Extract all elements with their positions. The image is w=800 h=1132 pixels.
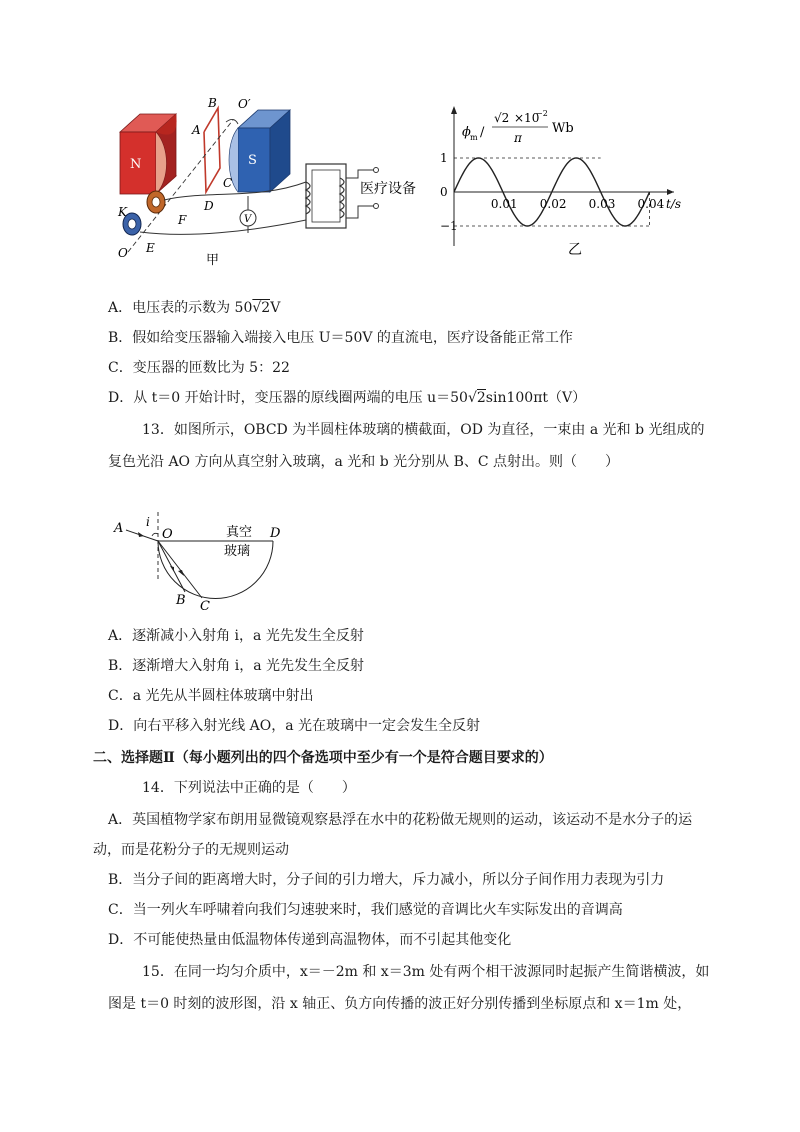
- svg-text:B: B: [176, 593, 186, 608]
- semicircle: [158, 541, 273, 598]
- y-label-phi: ϕ: [462, 125, 471, 140]
- y-label-sub: m: [470, 133, 478, 142]
- q15-stem-line2: 图是 t＝0 时刻的波形图，沿 x 轴正、负方向传播的波正好分别传播到坐标原点和 x＝1m 处，: [108, 996, 692, 1012]
- y-tick-label: 1: [440, 151, 448, 165]
- svg-text:K: K: [118, 205, 127, 219]
- generator-figure: [108, 92, 433, 272]
- y-axis-arrow: [451, 106, 457, 114]
- svg-text:B: B: [208, 96, 217, 110]
- q12-option-b: B．假如给变压器输入端接入电压 U＝50V 的直流电，医疗设备能正常工作: [108, 330, 573, 346]
- q15-stem-line1: 15．在同一均匀介质中，x＝－2m 和 x＝3m 处有两个相干波源同时起振产生简谐横波，如: [142, 964, 710, 980]
- q13-option-c: C．a 光先从半圆柱体玻璃中射出: [108, 688, 314, 704]
- q13-stem-line2: 复色光沿 AO 方向从真空射入玻璃，a 光和 b 光分别从 B、C 点射出。则（ ）: [108, 454, 620, 470]
- q13-option-d: D．向右平移入射光线 AO，a 光在玻璃中一定会发生全反射: [108, 718, 481, 734]
- section-2-heading: 二、选择题Ⅱ（每小题列出的四个备选项中至少有一个是符合题目要求的）: [93, 750, 553, 766]
- y-label-slash: /: [480, 125, 485, 140]
- label-n: N: [130, 157, 142, 172]
- q14-stem: 14．下列说法中正确的是（ ）: [142, 780, 356, 796]
- svg-text:O: O: [118, 246, 128, 260]
- svg-text:O: O: [162, 527, 173, 542]
- x-tick-label: 0.03: [588, 197, 616, 211]
- x-axis-arrow: [667, 189, 674, 195]
- q13-option-a: A．逐渐减小入射角 i，a 光先发生全反射: [108, 628, 364, 644]
- caption-jia: 甲: [206, 253, 220, 268]
- flux-chart: [438, 96, 688, 260]
- svg-text:玻璃: 玻璃: [224, 544, 251, 559]
- svg-text:A: A: [114, 521, 124, 536]
- q12-option-a: A．电压表的示数为 50√2V: [108, 300, 281, 316]
- svg-text:i: i: [146, 515, 150, 529]
- y-tick-label: 0: [440, 185, 448, 199]
- label-s: S: [248, 153, 257, 168]
- label-device: 医疗设备: [360, 181, 416, 197]
- y-label-pi: π: [514, 131, 522, 145]
- y-label-times: ×10: [514, 111, 540, 125]
- q14-option-d: D．不可能使热量由低温物体传递到高温物体，而不引起其他变化: [108, 932, 512, 948]
- y-label-exp: −2: [536, 109, 548, 118]
- q14-option-a-line2: 动，而是花粉分子的无规则运动: [93, 842, 289, 858]
- svg-text:A: A: [192, 123, 201, 137]
- ray-oc: [158, 541, 202, 598]
- semicircle-figure: [108, 508, 298, 618]
- x-tick-label: 0.02: [539, 197, 567, 211]
- q14-option-b: B．当分子间的距离增大时，分子间的引力增大，斥力减小，所以分子间作用力表现为引力: [108, 872, 665, 888]
- svg-text:真空: 真空: [226, 525, 253, 540]
- q12-option-c: C．变压器的匝数比为 5：22: [108, 360, 290, 376]
- y-label-unit: Wb: [552, 121, 574, 136]
- q13-stem-line1: 13．如图所示，OBCD 为半圆柱体玻璃的横截面，OD 为直径，一束由 a 光和 b 光组成的: [142, 422, 705, 438]
- caption-yi: 乙: [568, 242, 582, 258]
- svg-text:D: D: [270, 526, 281, 541]
- coil-abcd: [204, 108, 220, 192]
- svg-text:O′: O′: [238, 97, 251, 111]
- q12-option-d: D．从 t＝0 开始计时，变压器的原线圈两端的电压 u＝50√2sin100πt（V）: [108, 390, 587, 406]
- q14-option-a-line1: A．英国植物学家布朗用显微镜观察悬浮在水中的花粉做无规则的运动，该运动不是水分子的运: [108, 812, 693, 828]
- svg-text:C: C: [223, 176, 233, 190]
- x-tick-label: 0.01: [490, 197, 518, 211]
- svg-text:D: D: [204, 199, 214, 213]
- x-tick-label: 0.04: [637, 197, 665, 211]
- y-tick-label: −1: [440, 219, 458, 233]
- svg-text:V: V: [244, 214, 252, 225]
- y-label-sqrt: √2: [494, 111, 510, 125]
- svg-text:E: E: [146, 241, 155, 255]
- x-axis-label: t/s: [666, 197, 682, 211]
- svg-text:F: F: [178, 213, 187, 227]
- svg-text:C: C: [200, 599, 210, 614]
- q13-option-b: B．逐渐增大入射角 i，a 光先发生全反射: [108, 658, 365, 674]
- q14-option-c: C．当一列火车呼啸着向我们匀速驶来时，我们感觉的音调比火车实际发出的音调高: [108, 902, 623, 918]
